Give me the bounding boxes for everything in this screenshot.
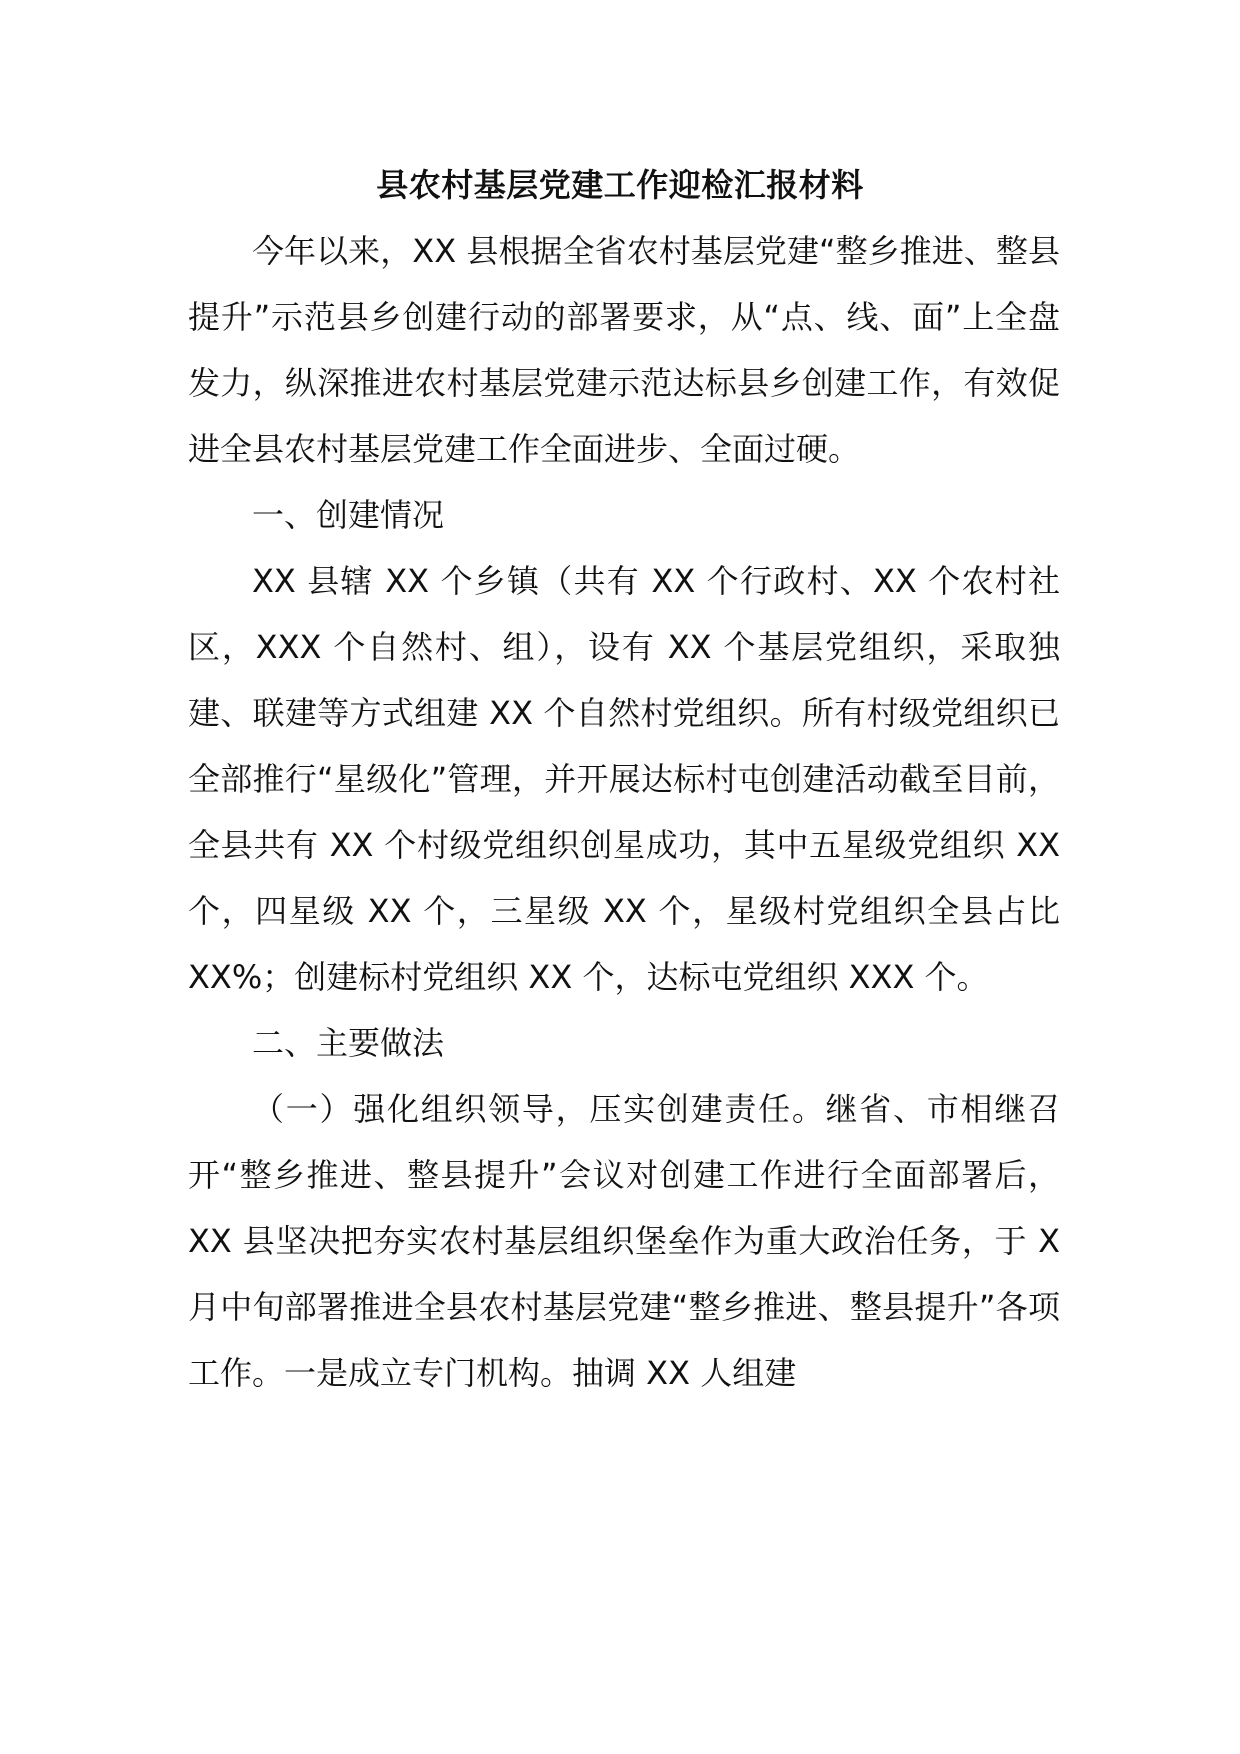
paragraph-status: XX 县辖 XX 个乡镇（共有 XX 个行政村、XX 个农村社区，XXX 个自然村、组），设有 XX 个基层党组织，采取独建、联建等方式组建 XX 个自然村党组织。所有村级党组织已全部推行“星级化”管理，并开展达标村屯创建活动截至目前，全县共有 XX 个村级党组织创星成功，其中五星级党组织 XX 个，四星级 XX 个，三星级 XX 个，星级村党组织全县占比 XX%；创建标村党组织 XX 个，达标屯党组织 XXX 个。 — [188, 562, 1060, 996]
document-title: 县农村基层党建工作迎检汇报材料 — [376, 166, 864, 204]
paragraph-intro: 今年以来，XX 县根据全省农村基层党建“整乡推进、整县提升”示范县乡创建行动的部署要求，从“点、线、面”上全盘发力，纵深推进农村基层党建示范达标县乡创建工作，有效促进全县农村基层党建工作全面进步、全面过硬。 — [188, 232, 1060, 468]
document-body — [188, 218, 1060, 1406]
section-heading-1: 一、创建情况 — [252, 496, 445, 534]
section-heading-2: 二、主要做法 — [252, 1024, 445, 1062]
paragraph-measures: （一）强化组织领导，压实创建责任。继省、市相继召开“整乡推进、整县提升”会议对创建工作进行全面部署后，XX 县坚决把夯实农村基层组织堡垒作为重大政治任务，于 X 月中旬部署推进全县农村基层党建“整乡推进、整县提升”各项工作。一是成立专门机构。抽调 XX 人组建 — [188, 1090, 1060, 1392]
